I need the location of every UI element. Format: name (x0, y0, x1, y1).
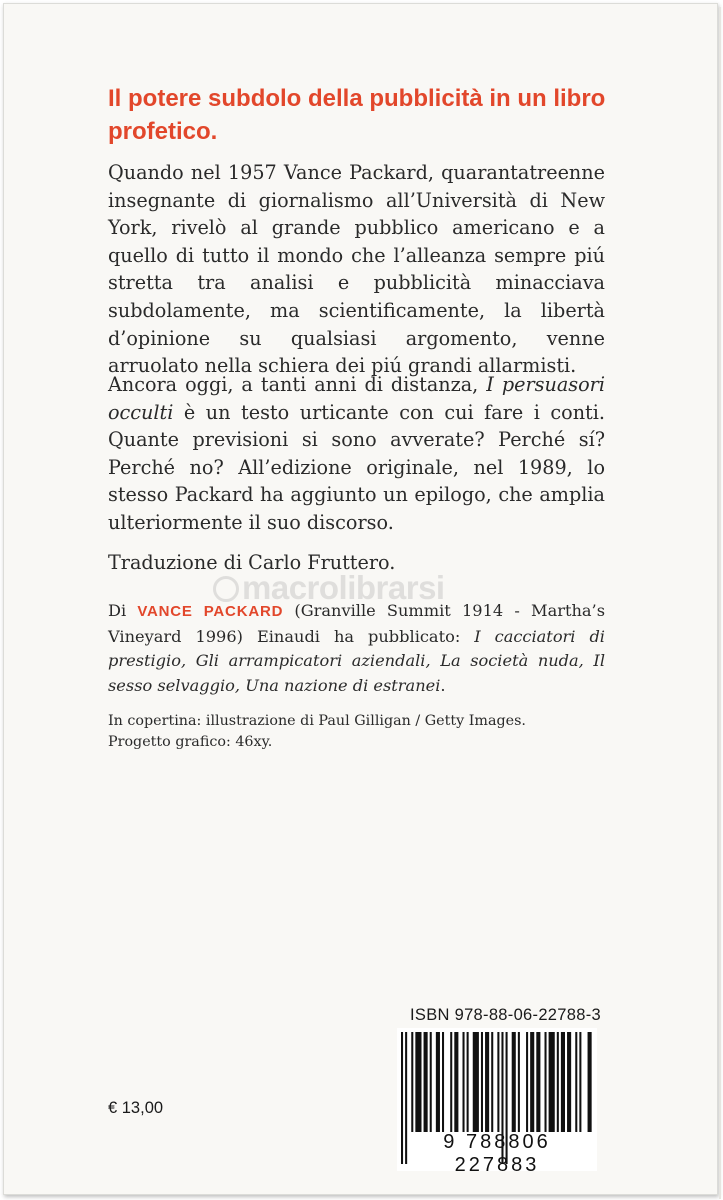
barcode-bar (588, 1032, 592, 1132)
author-name: VANCE PACKARD (137, 603, 284, 620)
barcode-bar (430, 1032, 432, 1132)
barcode-bar (536, 1032, 540, 1132)
book-title-italic: I persuasori occulti (108, 373, 605, 424)
isbn-label: ISBN 978-88-06-22788-3 (410, 1006, 601, 1024)
cover-illustration-credit: In copertina: illustrazione di Paul Gilligan / Getty Images. (108, 713, 526, 729)
barcode-bar (518, 1032, 520, 1132)
barcode-bar (463, 1032, 465, 1132)
barcode-bar (473, 1032, 479, 1132)
watermark-text: macrolibrarsi (242, 569, 445, 606)
barcode-bar (481, 1032, 483, 1132)
cover-edge (719, 7, 721, 1199)
price: € 13,00 (108, 1099, 164, 1117)
barcode-bar (491, 1032, 493, 1132)
description-paragraph-2 (108, 371, 605, 537)
barcode-bar (485, 1032, 489, 1132)
barcode-bar (545, 1032, 547, 1132)
author-bio-suffix: . (440, 675, 446, 695)
headline: Il potere subdolo della pubblicità in un libro profetico. (108, 85, 606, 145)
barcode-bar (530, 1032, 534, 1132)
barcode-bar (424, 1032, 428, 1132)
barcode-bar (549, 1032, 555, 1132)
barcode-bar (467, 1032, 469, 1132)
barcode-bar (526, 1032, 528, 1132)
barcode (397, 1028, 597, 1176)
barcode-bar (557, 1032, 559, 1132)
description-paragraph-1: Quando nel 1957 Vance Packard, quarantatreenne insegnante di giornalismo all’Università di New York, rivelò al grande pubblico americano e a quello di tutto il mondo che l’alleanza sempre piú stretta tra analisi e pubblicità minacciava subdolamente, ma scientificamente, la libertà d’opinione su qualsiasi argomento, venne arruolato nella schiera dei piú grandi allarmisti. (108, 161, 605, 378)
author-other-titles: I cacciatori di prestigio, Gli arrampicatori aziendali, La società nuda, Il sesso selvaggio, Una nazione di estranei (108, 626, 605, 695)
barcode-bar (411, 1032, 413, 1132)
barcode-digits: 9 788806 227883 (443, 1131, 551, 1176)
paragraph-2-before: Ancora oggi, a tanti anni di distanza, (108, 373, 487, 396)
barcode-bar (579, 1032, 581, 1132)
barcode-bar (436, 1032, 440, 1132)
author-prefix: Di (108, 601, 138, 620)
barcode-bar (497, 1032, 499, 1132)
barcode-bar (567, 1032, 571, 1132)
barcode-bar (415, 1032, 421, 1132)
author-bio-text: (Granville Summit 1914 - Martha’s Vineyard 1996) Einaudi ha pubblicato: (108, 601, 605, 646)
barcode-bar (575, 1032, 577, 1132)
translation-credit: Traduzione di Carlo Fruttero. (108, 551, 396, 574)
barcode-bar (450, 1032, 452, 1132)
barcode-bar (442, 1032, 444, 1132)
paragraph-2-after: è un testo urticante con cui fare i conti. Quante previsioni si sono avverate? Perché sí? Perché no? All’edizione originale, nel 1989, lo stesso Packard ha aggiunto un epilogo, che amplia ulteriormente il suo discorso. (108, 400, 605, 534)
barcode-bar (454, 1032, 458, 1132)
author-bio (108, 599, 605, 698)
cover-credits (108, 711, 526, 753)
barcode-bar (561, 1032, 565, 1132)
barcode-bar (512, 1032, 516, 1132)
graphic-design-credit: Progetto grafico: 46xy. (108, 734, 273, 750)
